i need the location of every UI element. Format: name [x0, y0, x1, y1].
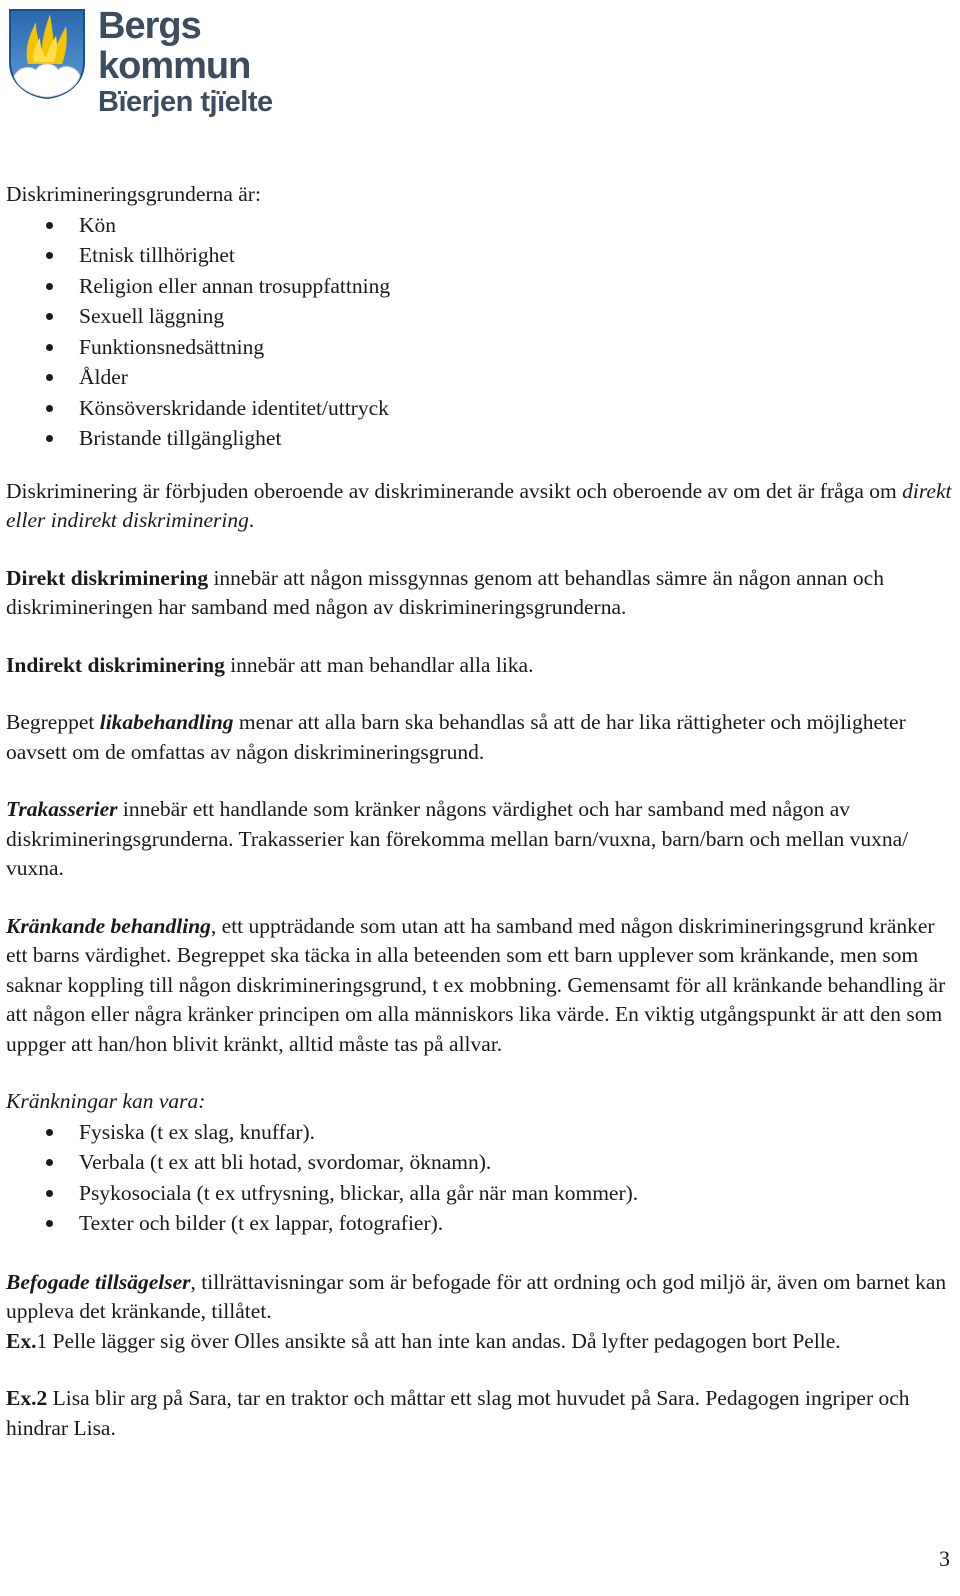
reprimands-term: Befogade tillsägelser — [6, 1269, 191, 1294]
offenses-intro: Kränkningar kan vara: — [6, 1089, 206, 1113]
document-body — [6, 180, 952, 1443]
header-logo — [6, 4, 276, 118]
list-item: Bristande tillgänglighet — [6, 423, 952, 454]
direct-discrimination-term: Direkt diskriminering — [6, 565, 209, 590]
prohibition-paragraph: Diskriminering är förbjuden oberoende av diskriminerande avsikt och oberoende av om det är fråga om direkt eller indirekt diskriminering. — [6, 478, 952, 532]
grounds-list — [6, 210, 952, 454]
list-item: Kön — [6, 210, 952, 241]
list-item: Könsöverskridande identitet/uttryck — [6, 393, 952, 424]
example-2-label: Ex.2 — [6, 1386, 48, 1410]
indirect-discrimination-term: Indirekt diskriminering — [6, 652, 225, 677]
equal-treatment-term: likabehandling — [99, 710, 234, 734]
example-1-paragraph: Ex.1 Pelle lägger sig över Olles ansikte så att han inte kan andas. Då lyfter pedagogen bort Pelle. — [6, 1328, 841, 1353]
list-item: Funktionsnedsättning — [6, 332, 952, 363]
list-item: Texter och bilder (t ex lappar, fotografier). — [6, 1208, 952, 1239]
offensive-treatment-term: Kränkande behandling — [6, 913, 211, 938]
logo-name: Bergs kommun — [98, 5, 251, 87]
list-item: Ålder — [6, 362, 952, 393]
municipal-crest-icon — [6, 4, 88, 100]
offensive-treatment-paragraph: Kränkande behandling, ett uppträdande som utan att ha samband med någon diskrimineringsgrund kränker ett barns värdighet. Begreppet ska täcka in alla beteenden som ett barn upplever som kränkande, men som saknar koppling till någon diskrimineringsgrund, t ex mobbning. Gemensamt för all kränkande behandling är att någon eller några kränker principen om alla människors lika värde. En viktig utgångspunkt är att den som uppger att han/hon blivit kränkt, alltid måste tas på allvar. — [6, 913, 946, 1056]
harassment-term: Trakasserier — [6, 797, 118, 821]
equal-treatment-paragraph: Begreppet likabehandling menar att alla barn ska behandlas så att de har lika rättigheter och möjligheter oavsett om de omfattas av någon diskrimineringsgrund. — [6, 710, 906, 764]
reprimands-paragraph: Befogade tillsägelser, tillrättavisningar som är befogade för att ordning och god miljö är, även om barnet kan uppleva det kränkande, tillåtet. — [6, 1269, 947, 1323]
example-1-label: Ex. — [6, 1328, 37, 1353]
logo-wordmark — [98, 6, 276, 118]
direct-discrimination-paragraph: Direkt diskriminering innebär att någon missgynnas genom att behandlas sämre än någon annan och diskrimineringen har samband med någon av diskrimineringsgrunderna. — [6, 565, 884, 619]
list-item: Sexuell läggning — [6, 301, 952, 332]
page-number: 3 — [939, 1546, 950, 1571]
harassment-paragraph: Trakasserier innebär ett handlande som kränker någons värdighet och har samband med någon av diskrimineringsgrunderna. Trakasserier kan förekomma mellan barn/vuxna, barn/barn och mellan vuxna/ vuxna. — [6, 797, 909, 880]
logo-subtitle: Bïerjen tjïelte — [98, 86, 273, 118]
list-item: Fysiska (t ex slag, knuffar). — [6, 1117, 952, 1148]
grounds-intro: Diskrimineringsgrunderna är: — [6, 182, 261, 206]
list-item: Etnisk tillhörighet — [6, 240, 952, 271]
indirect-discrimination-paragraph: Indirekt diskriminering innebär att man behandlar alla lika. — [6, 652, 534, 677]
list-item: Psykosociala (t ex utfrysning, blickar, alla går när man kommer). — [6, 1178, 952, 1209]
offenses-list — [6, 1117, 952, 1239]
prohibition-emphasis: direkt eller indirekt diskriminering — [6, 478, 952, 532]
list-item: Verbala (t ex att bli hotad, svordomar, öknamn). — [6, 1147, 952, 1178]
example-2-paragraph: Ex.2 Lisa blir arg på Sara, tar en traktor och måttar ett slag mot huvudet på Sara. Pedagogen ingriper och hindrar Lisa. — [6, 1386, 910, 1440]
list-item: Religion eller annan trosuppfattning — [6, 271, 952, 302]
